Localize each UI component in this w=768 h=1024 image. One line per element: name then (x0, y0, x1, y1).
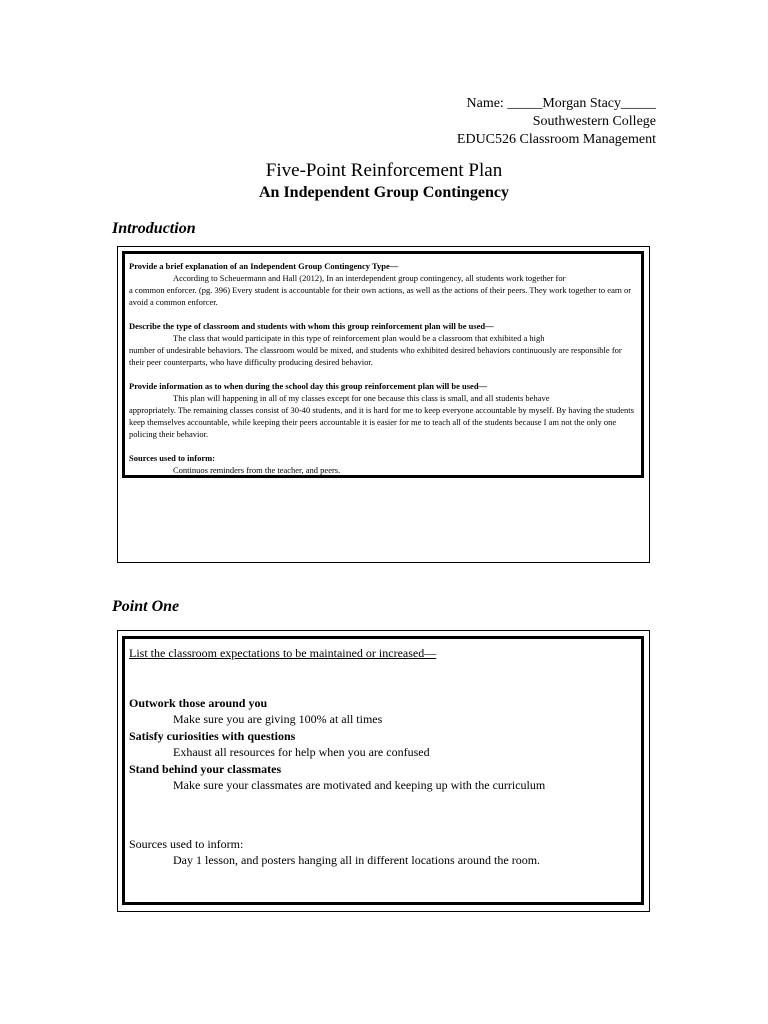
college-name: Southwestern College (532, 114, 656, 129)
document-subtitle: An Independent Group Contingency (259, 184, 509, 201)
sources-text: Continuos reminders from the teacher, and peers. (173, 465, 341, 475)
answer-classroom-type-first: The class that would participate in this type of reinforcement plan would be a classroom that exhibited a high (173, 333, 545, 343)
expectations-prompt: List the classroom expectations to be maintained or increased— (129, 646, 437, 660)
expectation-title: Stand behind your classmates (129, 761, 282, 776)
point-one-heading: Point One (112, 598, 180, 615)
student-name: Name: _____Morgan Stacy_____ (466, 96, 656, 111)
answer-when-used-rest: appropriately. The remaining classes consist of 30-40 students, and it is hard for me to keep everyone accountable by myself. By having the students keep themselves accountable, while keeping their peers accountable it is easier for me to teach all of the students because I am not the only one policing their behavior. (129, 405, 634, 439)
expectation-detail: Make sure your classmates are motivated and keeping up with the curriculum (173, 778, 546, 792)
answer-when-used-first: This plan will happening in all of my classes except for one because this class is small, and all students behave (173, 393, 550, 403)
course-name: EDUC526 Classroom Management (456, 132, 656, 147)
expectation-title: Satisfy curiosities with questions (129, 728, 296, 743)
point-one-sources-text: Day 1 lesson, and posters hanging all in different locations around the room. (173, 853, 541, 867)
question-when-used: Provide information as to when during the school day this group reinforcement plan will be used— (129, 381, 488, 391)
expectation-item (129, 695, 637, 728)
expectation-detail: Exhaust all resources for help when you are confused (173, 745, 430, 759)
question-explanation: Provide a brief explanation of an Independent Group Contingency Type— (129, 261, 399, 271)
answer-explanation-first: According to Scheuermann and Hall (2012), In an interdependent group contingency, all students work together for (173, 273, 566, 283)
answer-classroom-type-rest: number of undesirable behaviors. The classroom would be mixed, and students who exhibited desired behaviors continuously are responsible for their peer counterparts, who have difficulty producing desired behavior. (129, 345, 622, 367)
expectation-detail: Make sure you are giving 100% at all times (173, 712, 383, 726)
expectation-item (129, 761, 637, 794)
sources-label: Sources used to inform: (129, 453, 216, 463)
point-one-sources-label: Sources used to inform: (129, 836, 244, 851)
question-classroom-type: Describe the type of classroom and students with whom this group reinforcement plan will be used— (129, 321, 494, 331)
document-title: Five-Point Reinforcement Plan (265, 160, 503, 181)
introduction-heading: Introduction (112, 220, 196, 237)
introduction-box (122, 251, 644, 478)
answer-explanation-rest: a common enforcer. (pg. 396) Every student is accountable for their own actions, as well as the actions of their peers. They work together to earn or avoid a common enforcer. (129, 285, 632, 307)
point-one-box (122, 636, 644, 905)
expectation-title: Outwork those around you (129, 695, 268, 710)
expectation-item (129, 728, 637, 761)
student-info (457, 95, 656, 149)
